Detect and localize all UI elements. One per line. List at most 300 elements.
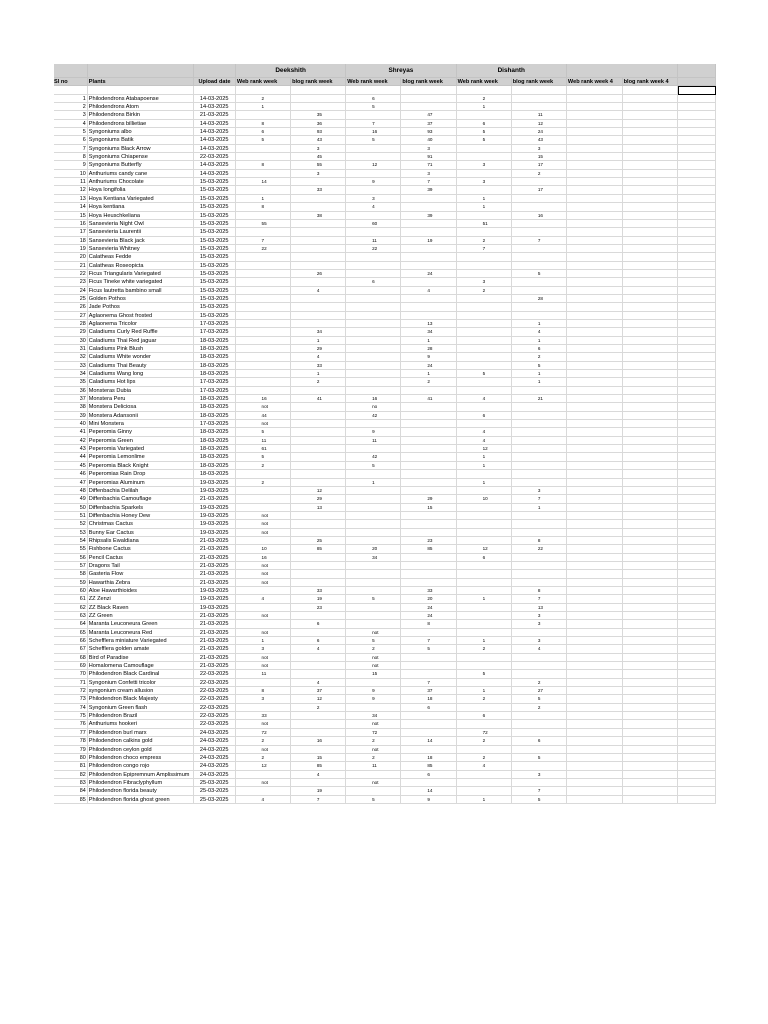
cell-blog-rank[interactable] [401, 720, 456, 728]
cell-blog-rank[interactable]: 24 [401, 604, 456, 612]
cell-upload-date[interactable]: 15-03-2025 [194, 303, 236, 311]
cell-blog-rank[interactable]: 93 [291, 128, 346, 136]
cell-sl-no[interactable]: 27 [54, 312, 88, 320]
cell[interactable] [678, 245, 716, 253]
cell-web-rank[interactable] [457, 153, 512, 161]
cell[interactable] [678, 737, 716, 745]
cell-web-rank[interactable]: not [346, 720, 401, 728]
cell-web-rank[interactable] [236, 537, 291, 545]
cell-blog-rank[interactable]: 1 [512, 337, 567, 345]
cell-blog-rank[interactable]: 2 [512, 170, 567, 178]
cell-blog-rank[interactable]: 25 [291, 537, 346, 545]
cell-blog-rank[interactable]: 1 [291, 337, 346, 345]
cell-blog-rank[interactable] [401, 479, 456, 487]
cell-web-rank[interactable] [346, 145, 401, 153]
cell-web-rank[interactable]: 4 [346, 203, 401, 211]
cell-sl-no[interactable]: 67 [54, 645, 88, 653]
cell-blog-rank-week-4[interactable] [623, 428, 679, 436]
cell-blog-rank[interactable]: 15 [401, 504, 456, 512]
cell-web-rank[interactable]: 22 [236, 245, 291, 253]
cell-web-rank-week-4[interactable] [567, 662, 623, 670]
cell-plant-name[interactable]: Philodendron burl marx [88, 729, 194, 737]
cell[interactable] [678, 420, 716, 428]
cell-sl-no[interactable]: 9 [54, 161, 88, 169]
cell-web-rank[interactable] [346, 537, 401, 545]
cell-plant-name[interactable]: Diffenbachia Delilah [88, 487, 194, 495]
cell-sl-no[interactable]: 76 [54, 720, 88, 728]
cell-blog-rank[interactable] [512, 720, 567, 728]
cell-blog-rank-week-4[interactable] [623, 253, 679, 261]
cell[interactable] [678, 787, 716, 795]
cell-blog-rank[interactable]: 85 [291, 545, 346, 553]
cell-web-rank[interactable] [346, 153, 401, 161]
cell-web-rank[interactable]: 2 [457, 754, 512, 762]
cell-web-rank[interactable] [346, 345, 401, 353]
cell-blog-rank[interactable] [512, 529, 567, 537]
cell-web-rank[interactable] [457, 253, 512, 261]
cell-upload-date[interactable]: 15-03-2025 [194, 270, 236, 278]
cell-web-rank[interactable] [346, 420, 401, 428]
cell-upload-date[interactable]: 18-03-2025 [194, 403, 236, 411]
cell-blog-rank[interactable] [512, 303, 567, 311]
cell-blog-rank[interactable]: 1 [512, 504, 567, 512]
cell-web-rank[interactable]: not [236, 779, 291, 787]
cell-upload-date[interactable]: 15-03-2025 [194, 212, 236, 220]
cell-web-rank[interactable]: not [236, 529, 291, 537]
cell-sl-no[interactable]: 65 [54, 629, 88, 637]
cell[interactable] [678, 629, 716, 637]
cell-upload-date[interactable]: 21-03-2025 [194, 612, 236, 620]
cell-blog-rank-week-4[interactable] [623, 796, 679, 804]
cell-blog-rank[interactable]: 7 [401, 178, 456, 186]
cell-blog-rank[interactable] [512, 245, 567, 253]
cell-web-rank-week-4[interactable] [567, 303, 623, 311]
col-web-rank[interactable]: Web rank week [346, 78, 401, 86]
cell-plant-name[interactable]: Philodendron Epipremnum Amplissimum [88, 771, 194, 779]
cell-blog-rank[interactable] [401, 712, 456, 720]
cell-upload-date[interactable]: 21-03-2025 [194, 620, 236, 628]
cell-blog-rank[interactable]: 1 [291, 370, 346, 378]
cell[interactable] [678, 612, 716, 620]
cell-web-rank[interactable]: 14 [236, 178, 291, 186]
cell-web-rank[interactable]: not [236, 720, 291, 728]
cell-blog-rank[interactable]: 43 [512, 136, 567, 144]
cell-blog-rank-week-4[interactable] [623, 679, 679, 687]
cell-web-rank[interactable] [346, 186, 401, 194]
cell-sl-no[interactable]: 75 [54, 712, 88, 720]
cell-web-rank[interactable]: 5 [346, 595, 401, 603]
cell-web-rank[interactable]: 72 [236, 729, 291, 737]
cell-blog-rank[interactable] [512, 203, 567, 211]
cell-blog-rank[interactable] [512, 253, 567, 261]
cell-web-rank[interactable] [236, 504, 291, 512]
cell-blog-rank[interactable] [512, 554, 567, 562]
cell-blog-rank-week-4[interactable] [623, 604, 679, 612]
cell-sl-no[interactable]: 1 [54, 95, 88, 103]
cell-sl-no[interactable]: 82 [54, 771, 88, 779]
cell-upload-date[interactable]: 18-03-2025 [194, 412, 236, 420]
cell-upload-date[interactable]: 22-03-2025 [194, 695, 236, 703]
cell-blog-rank[interactable] [291, 512, 346, 520]
cell-web-rank-week-4[interactable] [567, 754, 623, 762]
cell-plant-name[interactable]: Ficus lautretta bambino small [88, 287, 194, 295]
cell-upload-date[interactable]: 19-03-2025 [194, 604, 236, 612]
cell-blog-rank-week-4[interactable] [623, 170, 679, 178]
cell[interactable] [678, 654, 716, 662]
cell-web-rank[interactable] [236, 604, 291, 612]
cell-plant-name[interactable]: Fishbone Cactus [88, 545, 194, 553]
cell-upload-date[interactable]: 18-03-2025 [194, 437, 236, 445]
cell-web-rank[interactable]: 2 [457, 237, 512, 245]
cell-sl-no[interactable]: 43 [54, 445, 88, 453]
cell-web-rank[interactable] [236, 345, 291, 353]
cell-web-rank[interactable] [457, 328, 512, 336]
cell-web-rank[interactable]: 6 [457, 120, 512, 128]
cell-blog-rank-week-4[interactable] [623, 412, 679, 420]
cell-web-rank-week-4[interactable] [567, 128, 623, 136]
cell-plant-name[interactable]: Homalomena Camouflage [88, 662, 194, 670]
cell-plant-name[interactable]: Syngoniums Batik [88, 136, 194, 144]
cell-blog-rank[interactable] [401, 95, 456, 103]
cell-blog-rank[interactable]: 29 [291, 345, 346, 353]
cell-web-rank[interactable] [236, 353, 291, 361]
cell-blog-rank[interactable] [512, 412, 567, 420]
cell-blog-rank-week-4[interactable] [623, 178, 679, 186]
cell[interactable] [678, 136, 716, 144]
cell-plant-name[interactable]: Monsteras Dubia [88, 387, 194, 395]
cell-blog-rank[interactable]: 8 [512, 537, 567, 545]
cell-upload-date[interactable]: 15-03-2025 [194, 178, 236, 186]
cell-web-rank[interactable] [457, 570, 512, 578]
cell-web-rank[interactable] [346, 704, 401, 712]
cell-web-rank[interactable] [236, 111, 291, 119]
cell-blog-rank[interactable]: 23 [291, 604, 346, 612]
cell-blog-rank[interactable]: 93 [401, 128, 456, 136]
cell-web-rank[interactable]: 2 [346, 754, 401, 762]
cell-web-rank[interactable]: not [236, 746, 291, 754]
cell[interactable] [678, 111, 716, 119]
cell-plant-name[interactable]: Diffenbachia Camouflage [88, 495, 194, 503]
cell-blog-rank[interactable]: 6 [512, 345, 567, 353]
cell-blog-rank[interactable] [512, 662, 567, 670]
cell-blog-rank[interactable] [291, 420, 346, 428]
cell[interactable] [678, 620, 716, 628]
cell-sl-no[interactable]: 56 [54, 554, 88, 562]
cell-blog-rank[interactable]: 7 [512, 595, 567, 603]
cell-blog-rank-week-4[interactable] [623, 729, 679, 737]
cell-upload-date[interactable]: 21-03-2025 [194, 562, 236, 570]
cell-upload-date[interactable]: 19-03-2025 [194, 595, 236, 603]
cell-web-rank[interactable] [346, 579, 401, 587]
cell-web-rank[interactable]: not [236, 562, 291, 570]
cell-web-rank[interactable] [457, 704, 512, 712]
cell-web-rank[interactable] [236, 145, 291, 153]
cell[interactable] [678, 387, 716, 395]
cell-blog-rank[interactable] [291, 746, 346, 754]
cell-sl-no[interactable]: 68 [54, 654, 88, 662]
cell[interactable] [678, 537, 716, 545]
cell-blog-rank-week-4[interactable] [623, 704, 679, 712]
cell-upload-date[interactable]: 19-03-2025 [194, 504, 236, 512]
cell-web-rank-week-4[interactable] [567, 479, 623, 487]
cell-blog-rank[interactable]: 13 [401, 320, 456, 328]
cell-blog-rank-week-4[interactable] [623, 479, 679, 487]
col-blog-rank-week-4[interactable]: blog rank week 4 [623, 78, 679, 86]
cell[interactable] [678, 303, 716, 311]
cell-web-rank[interactable] [346, 320, 401, 328]
cell-upload-date[interactable]: 18-03-2025 [194, 470, 236, 478]
cell-web-rank[interactable] [346, 328, 401, 336]
cell-plant-name[interactable]: ZZ Black Raven [88, 604, 194, 612]
cell-sl-no[interactable]: 39 [54, 412, 88, 420]
cell-upload-date[interactable]: 25-03-2025 [194, 779, 236, 787]
cell-blog-rank[interactable]: 19 [401, 237, 456, 245]
cell-web-rank[interactable] [236, 587, 291, 595]
cell-web-rank[interactable] [457, 654, 512, 662]
cell-blog-rank[interactable] [512, 570, 567, 578]
cell-web-rank[interactable] [236, 362, 291, 370]
cell[interactable] [678, 554, 716, 562]
cell-web-rank[interactable]: 6 [457, 712, 512, 720]
cell-blog-rank[interactable] [401, 570, 456, 578]
cell-blog-rank[interactable] [401, 303, 456, 311]
cell-web-rank-week-4[interactable] [567, 612, 623, 620]
cell-web-rank-week-4[interactable] [567, 370, 623, 378]
cell-web-rank[interactable] [457, 562, 512, 570]
cell-web-rank-week-4[interactable] [567, 595, 623, 603]
cell-plant-name[interactable]: Diffenbachia Sparkels [88, 504, 194, 512]
cell-web-rank[interactable] [236, 470, 291, 478]
cell-upload-date[interactable]: 14-03-2025 [194, 170, 236, 178]
cell-blog-rank[interactable]: 35 [291, 111, 346, 119]
cell-upload-date[interactable]: 22-03-2025 [194, 687, 236, 695]
cell-web-rank[interactable]: 8 [236, 120, 291, 128]
cell-web-rank[interactable] [346, 679, 401, 687]
cell-blog-rank-week-4[interactable] [623, 195, 679, 203]
cell-web-rank[interactable] [457, 270, 512, 278]
cell-plant-name[interactable]: Philodendron congo rojo [88, 762, 194, 770]
cell-web-rank[interactable]: 5 [457, 370, 512, 378]
cell-web-rank-week-4[interactable] [567, 762, 623, 770]
cell-web-rank-week-4[interactable] [567, 453, 623, 461]
cell-blog-rank[interactable]: 6 [401, 704, 456, 712]
cell-upload-date[interactable]: 25-03-2025 [194, 787, 236, 795]
cell-blog-rank[interactable] [291, 612, 346, 620]
cell-web-rank[interactable]: 6 [346, 278, 401, 286]
cell-web-rank[interactable] [346, 387, 401, 395]
cell-web-rank[interactable] [457, 529, 512, 537]
cell-blog-rank[interactable]: 2 [512, 353, 567, 361]
cell[interactable] [678, 796, 716, 804]
cell[interactable] [678, 278, 716, 286]
cell-blog-rank[interactable] [401, 729, 456, 737]
cell[interactable] [678, 161, 716, 169]
cell-web-rank[interactable] [346, 487, 401, 495]
cell-upload-date[interactable]: 14-03-2025 [194, 103, 236, 111]
cell[interactable] [678, 587, 716, 595]
cell-sl-no[interactable]: 25 [54, 295, 88, 303]
cell-upload-date[interactable]: 15-03-2025 [194, 278, 236, 286]
cell-blog-rank-week-4[interactable] [623, 128, 679, 136]
cell-plant-name[interactable]: Peperomia Ginny [88, 428, 194, 436]
cell-web-rank[interactable]: 5 [457, 136, 512, 144]
cell-upload-date[interactable]: 15-03-2025 [194, 312, 236, 320]
col-web-rank[interactable]: Web rank week [457, 78, 512, 86]
cell-web-rank[interactable] [346, 587, 401, 595]
cell-sl-no[interactable]: 3 [54, 111, 88, 119]
cell-sl-no[interactable]: 73 [54, 695, 88, 703]
cell-blog-rank-week-4[interactable] [623, 245, 679, 253]
cell-blog-rank[interactable]: 3 [291, 170, 346, 178]
cell-plant-name[interactable]: Caladiums Thai Red jaguar [88, 337, 194, 345]
cell-sl-no[interactable]: 10 [54, 170, 88, 178]
cell-web-rank-week-4[interactable] [567, 779, 623, 787]
cell-blog-rank[interactable] [291, 412, 346, 420]
cell[interactable] [678, 228, 716, 236]
cell-sl-no[interactable]: 5 [54, 128, 88, 136]
cell[interactable] [678, 504, 716, 512]
cell-web-rank-week-4[interactable] [567, 670, 623, 678]
cell-web-rank[interactable]: 3 [346, 195, 401, 203]
cell-web-rank-week-4[interactable] [567, 220, 623, 228]
cell-blog-rank[interactable]: 3 [291, 145, 346, 153]
cell-web-rank[interactable] [236, 170, 291, 178]
cell-web-rank[interactable] [457, 262, 512, 270]
cell-upload-date[interactable]: 19-03-2025 [194, 512, 236, 520]
cell-web-rank[interactable]: 1 [236, 637, 291, 645]
col-web-rank[interactable]: Web rank week [236, 78, 291, 86]
cell-blog-rank[interactable] [401, 746, 456, 754]
cell-web-rank[interactable]: 11 [346, 437, 401, 445]
cell-blog-rank[interactable] [401, 670, 456, 678]
cell-sl-no[interactable]: 32 [54, 353, 88, 361]
cell-blog-rank[interactable] [291, 428, 346, 436]
cell-web-rank[interactable]: 6 [457, 554, 512, 562]
cell-sl-no[interactable]: 7 [54, 145, 88, 153]
cell-blog-rank[interactable] [291, 445, 346, 453]
cell-web-rank[interactable]: 33 [236, 712, 291, 720]
cell-web-rank[interactable] [236, 212, 291, 220]
cell-blog-rank-week-4[interactable] [623, 612, 679, 620]
cell-web-rank[interactable]: 2 [236, 737, 291, 745]
cell-blog-rank-week-4[interactable] [623, 520, 679, 528]
cell-upload-date[interactable]: 17-03-2025 [194, 320, 236, 328]
cell-sl-no[interactable]: 40 [54, 420, 88, 428]
cell-web-rank-week-4[interactable] [567, 545, 623, 553]
cell[interactable] [678, 212, 716, 220]
cell-web-rank[interactable]: 10 [236, 545, 291, 553]
cell-web-rank[interactable]: 8 [236, 203, 291, 211]
cell[interactable] [678, 779, 716, 787]
cell-sl-no[interactable]: 23 [54, 278, 88, 286]
cell-web-rank-week-4[interactable] [567, 378, 623, 386]
cell-plant-name[interactable]: Syngoniums Black Arrow [88, 145, 194, 153]
cell-upload-date[interactable]: 22-03-2025 [194, 712, 236, 720]
cell-upload-date[interactable]: 15-03-2025 [194, 245, 236, 253]
cell-upload-date[interactable]: 21-03-2025 [194, 545, 236, 553]
cell-blog-rank-week-4[interactable] [623, 495, 679, 503]
cell-web-rank[interactable] [346, 562, 401, 570]
cell-web-rank[interactable]: 16 [236, 554, 291, 562]
cell-blog-rank[interactable]: 20 [401, 595, 456, 603]
cell-web-rank[interactable] [457, 512, 512, 520]
cell-web-rank[interactable]: not [346, 662, 401, 670]
cell-plant-name[interactable]: Anthuriums hookeri [88, 720, 194, 728]
cell-web-rank[interactable] [457, 378, 512, 386]
cell-blog-rank[interactable]: 16 [512, 212, 567, 220]
cell-web-rank-week-4[interactable] [567, 704, 623, 712]
cell-web-rank-week-4[interactable] [567, 470, 623, 478]
cell-upload-date[interactable]: 17-03-2025 [194, 387, 236, 395]
cell-upload-date[interactable]: 18-03-2025 [194, 370, 236, 378]
cell[interactable] [678, 428, 716, 436]
cell-blog-rank[interactable] [291, 670, 346, 678]
cell-blog-rank[interactable] [291, 220, 346, 228]
cell-blog-rank[interactable]: 7 [512, 237, 567, 245]
cell-blog-rank[interactable] [291, 654, 346, 662]
cell-blog-rank[interactable]: 8 [512, 587, 567, 595]
cell-web-rank-week-4[interactable] [567, 136, 623, 144]
cell-blog-rank[interactable] [401, 220, 456, 228]
cell-web-rank[interactable]: 2 [457, 287, 512, 295]
cell-web-rank[interactable]: no [346, 403, 401, 411]
cell-plant-name[interactable]: Caladiums White wonder [88, 353, 194, 361]
cell-blog-rank[interactable] [401, 529, 456, 537]
cell-web-rank-week-4[interactable] [567, 153, 623, 161]
cell-sl-no[interactable]: 19 [54, 245, 88, 253]
cell-blog-rank[interactable]: 37 [401, 120, 456, 128]
cell-web-rank[interactable]: 12 [346, 161, 401, 169]
cell-plant-name[interactable]: Philodendron Black Cardinal [88, 670, 194, 678]
cell-blog-rank-week-4[interactable] [623, 720, 679, 728]
cell-upload-date[interactable]: 18-03-2025 [194, 362, 236, 370]
cell-web-rank-week-4[interactable] [567, 262, 623, 270]
cell-web-rank[interactable]: 22 [346, 245, 401, 253]
cell-web-rank[interactable] [346, 295, 401, 303]
cell-blog-rank[interactable]: 2 [291, 378, 346, 386]
cell-blog-rank[interactable]: 3 [512, 771, 567, 779]
cell-web-rank[interactable] [346, 612, 401, 620]
cell-plant-name[interactable]: Philodendron florida ghost green [88, 796, 194, 804]
cell-sl-no[interactable]: 41 [54, 428, 88, 436]
cell-sl-no[interactable]: 58 [54, 570, 88, 578]
cell-blog-rank[interactable] [401, 412, 456, 420]
cell-blog-rank[interactable]: 5 [512, 695, 567, 703]
cell-plant-name[interactable]: Gasteria Flow [88, 570, 194, 578]
cell[interactable] [678, 720, 716, 728]
cell-blog-rank[interactable] [291, 570, 346, 578]
cell-blog-rank-week-4[interactable] [623, 161, 679, 169]
cell-blog-rank-week-4[interactable] [623, 545, 679, 553]
cell-web-rank-week-4[interactable] [567, 562, 623, 570]
cell-web-rank[interactable]: 5 [236, 453, 291, 461]
cell-sl-no[interactable]: 83 [54, 779, 88, 787]
cell[interactable] [678, 128, 716, 136]
cell-blog-rank[interactable]: 27 [512, 687, 567, 695]
cell-upload-date[interactable]: 15-03-2025 [194, 228, 236, 236]
cell[interactable] [401, 86, 456, 94]
cell-plant-name[interactable]: Golden Pothos [88, 295, 194, 303]
cell-plant-name[interactable]: Peperomias Aluminum [88, 479, 194, 487]
cell-sl-no[interactable]: 85 [54, 796, 88, 804]
cell-upload-date[interactable]: 15-03-2025 [194, 295, 236, 303]
cell-web-rank-week-4[interactable] [567, 771, 623, 779]
cell-web-rank-week-4[interactable] [567, 345, 623, 353]
cell-blog-rank[interactable] [291, 462, 346, 470]
cell[interactable] [678, 362, 716, 370]
cell-web-rank[interactable]: 6 [457, 412, 512, 420]
cell-upload-date[interactable]: 17-03-2025 [194, 328, 236, 336]
